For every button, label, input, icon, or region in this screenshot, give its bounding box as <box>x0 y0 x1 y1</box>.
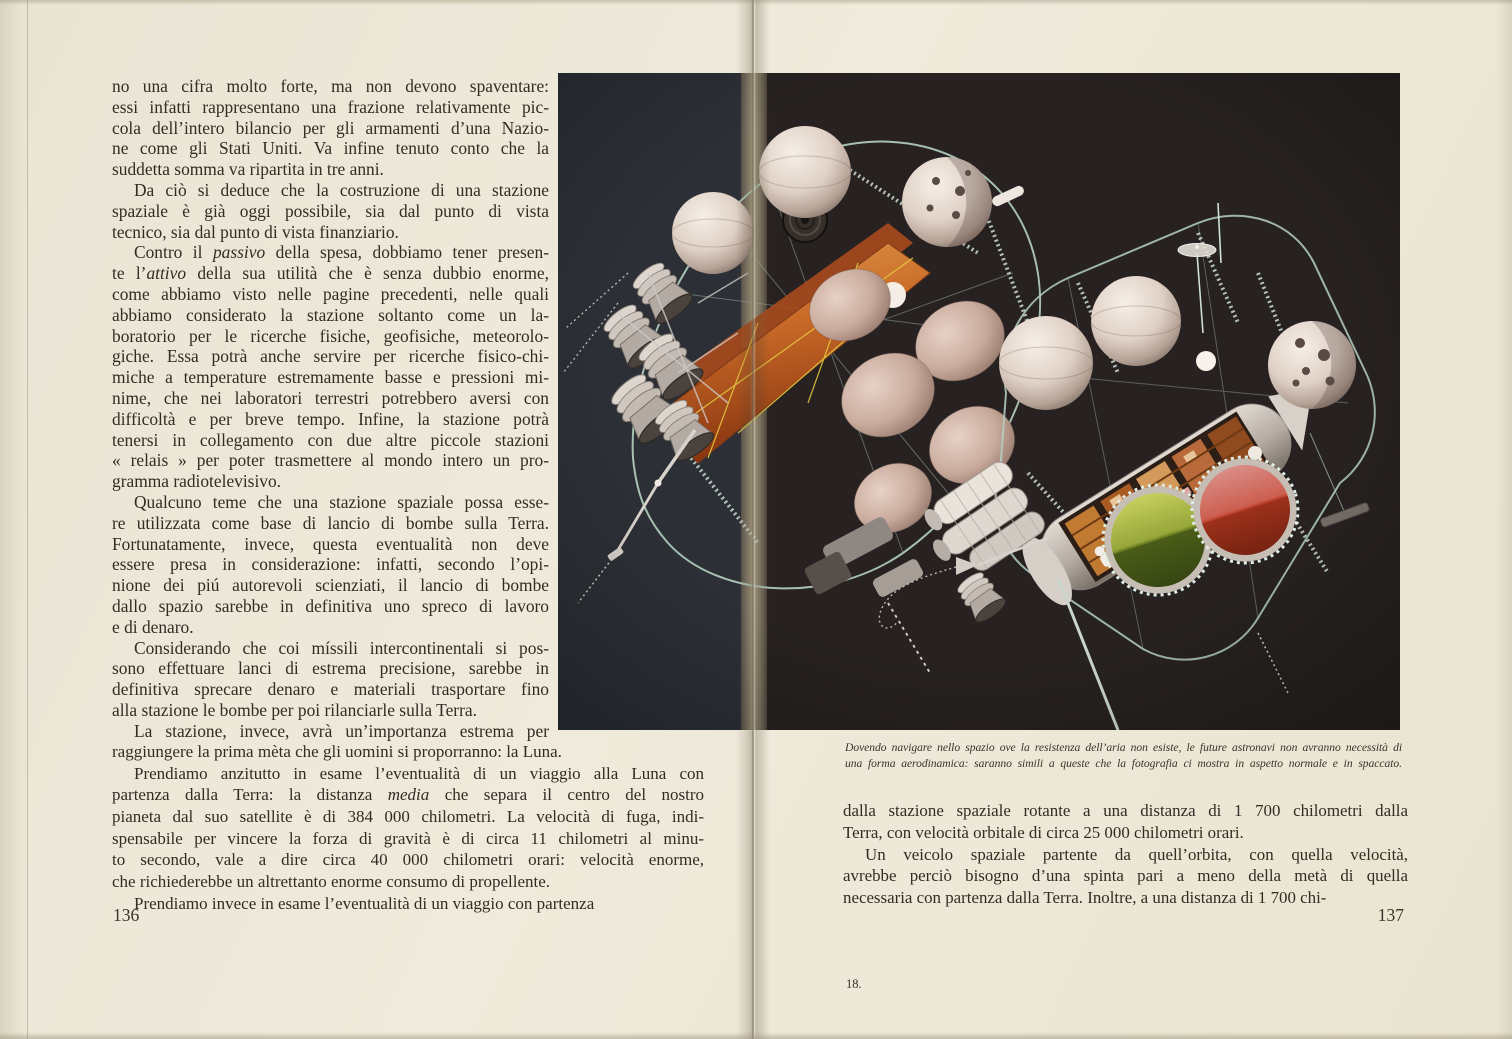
text-line: cola dell’intero bilancio per gli armamenti d’una Nazio- <box>112 117 549 138</box>
text-line: ne come gli Stati Uniti. Va infine tenuto conto che la <box>112 138 549 159</box>
text-line: abbiamo considerato la stazione soltanto come un la- <box>112 304 549 325</box>
left-page-text-column <box>112 76 549 742</box>
text-line: re utilizzata come base di lancio di bombe sulla Terra. <box>112 512 549 533</box>
text-line: una forma aerodinamica: saranno simili a queste che la fotografia ci mostra in aspetto normale e in spaccato. <box>845 756 1402 770</box>
text-line: Dovendo navigare nello spazio ove la resistenza dell’aria non esiste, le future astronavi non avranno necessità di <box>845 741 1402 754</box>
text-line: essi infatti rappresentano una frazione relativamente pic- <box>112 96 549 117</box>
right-page-text <box>843 800 1408 909</box>
text-line: spaziale è già oggi possibile, sia dal punto di vista <box>112 200 549 221</box>
page-edge-right <box>1496 0 1512 1039</box>
photo-vignette <box>558 73 1400 730</box>
photo-plate <box>558 73 1400 730</box>
text-line: Fortunatamente, invece, questa eventualità non deve <box>112 533 549 554</box>
page-number-right: 137 <box>1377 905 1404 925</box>
photo-caption <box>845 740 1402 772</box>
text-line: suddetta somma va ripartita in tre anni. <box>112 159 384 180</box>
text-line: Terra, con velocità orbitale di circa 25 000 chilometri orari. <box>843 822 1244 842</box>
text-line: alla stazione le bombe per poi rilanciarle sulla Terra. <box>112 699 477 720</box>
text-line: giche. Essa potrà anche servire per ricerche fisico-chi- <box>112 346 549 367</box>
text-line: nione dei piú autorevoli scienziati, il lancio di bombe <box>112 575 549 596</box>
text-line: Contro il passivo della spesa, dobbiamo tener presen- <box>134 242 549 263</box>
text-line: pianeta dal suo satellite è di 384 000 chilometri. La velocità di fuga, indi- <box>112 807 704 827</box>
text-line: boratorio per le ricerche fisiche, geofisiche, meteorolo- <box>112 325 549 346</box>
text-line: La stazione, invece, avrà un’importanza estrema per <box>134 720 549 741</box>
text-line: come abbiamo visto nelle pagine precedenti, nelle quali <box>112 283 549 304</box>
text-line: Da ciò si deduce che la costruzione di una stazione <box>134 179 549 200</box>
text-line: avrebbe perciò bisogno d’una spinta pari a meno della metà di quella <box>843 866 1408 886</box>
page-edge-left <box>0 0 28 1039</box>
text-line: spensabile per vincere la forza di gravità è di circa 11 chilometri al minu- <box>112 828 704 848</box>
text-line: tenersi in collegamento con due altre piccole stazioni <box>112 429 549 450</box>
text-line: raggiungere la prima mèta che gli uomini si proporranno: la Luna. <box>112 742 562 761</box>
text-line: che richiederebbe un altrettanto enorme consumo di propellente. <box>112 872 551 892</box>
text-line: Prendiamo anzitutto in esame l’eventualità di un viaggio alla Luna con <box>134 763 704 783</box>
text-line: nime, che nei laboratori terrestri potrebbero aversi con <box>112 387 549 408</box>
text-line: Considerando che coi míssili intercontinentali si pos- <box>134 637 549 658</box>
text-line: no una cifra molto forte, ma non devono spaventare: <box>112 76 549 96</box>
text-line: essere presa in considerazione: infatti, secondo l’opi- <box>112 554 549 575</box>
left-page-text-wide <box>112 741 704 915</box>
text-line: necessaria con partenza dalla Terra. Inoltre, a una distanza di 1 700 chi- <box>843 888 1327 908</box>
text-line: te l’attivo della sua utilità che è senza dubbio enorme, <box>112 263 549 284</box>
page-edge-bottom <box>0 1032 1512 1039</box>
text-line: tecnico, sia dal punto di vista finanziario. <box>112 221 399 242</box>
text-line: partenza dalla Terra: la distanza media che separa il centro del nostro <box>112 785 704 805</box>
spacecraft-illustration <box>558 73 1400 730</box>
signature-mark: 18. <box>846 977 862 991</box>
text-line: sono effettuare lanci di estrema precisione, sarebbe in <box>112 658 549 679</box>
text-line: to secondo, vale a dire circa 40 000 chilometri orari: velocità enorme, <box>112 850 704 870</box>
text-line: dallo spazio sarebbe in definitiva uno spreco di lavoro <box>112 595 549 616</box>
text-line: definitiva sprecare denaro e materiali trasportare fino <box>112 679 549 700</box>
text-line: dalla stazione spaziale rotante a una distanza di 1 700 chilometri dalla <box>843 801 1408 820</box>
page-number-left: 136 <box>113 905 140 925</box>
text-line: gramma radiotelevisivo. <box>112 471 282 492</box>
text-line: « relais » per poter trasmettere al mondo intero un pro- <box>112 450 549 471</box>
page-edge-top <box>0 0 1512 5</box>
text-line: Prendiamo invece in esame l’eventualità di un viaggio con partenza <box>134 893 595 913</box>
text-line: e di denaro. <box>112 616 194 637</box>
text-line: difficoltà e per breve tempo. Infine, la stazione potrà <box>112 408 549 429</box>
text-line: Un veicolo spaziale partente da quell’orbita, con quella velocità, <box>865 844 1408 864</box>
text-line: Qualcuno teme che una stazione spaziale possa esse- <box>134 491 549 512</box>
text-line: miche a temperature estremamente basse e pressioni mi- <box>112 367 549 388</box>
